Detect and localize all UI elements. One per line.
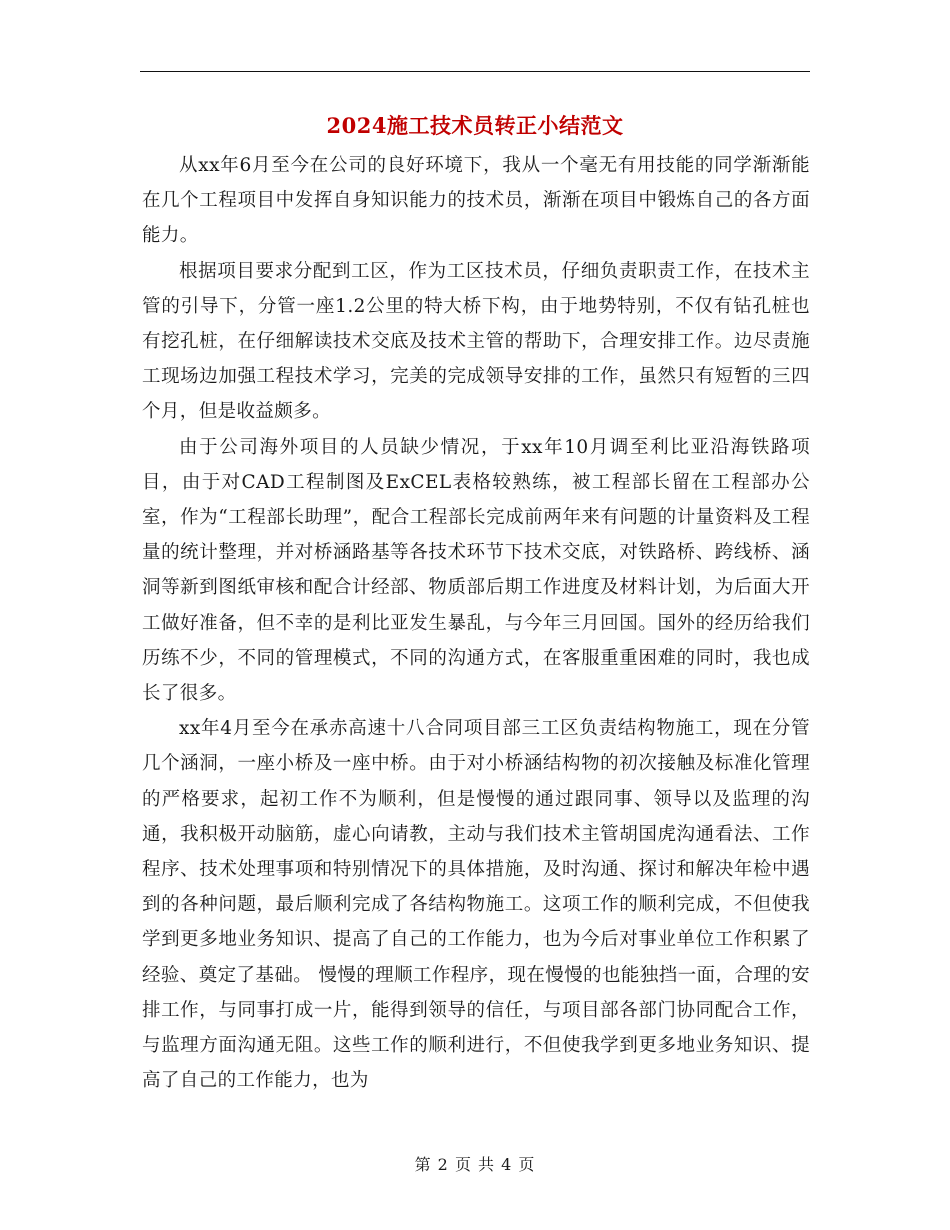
document-title: 2024施工技术员转正小结范文: [326, 113, 624, 138]
header-rule: [140, 71, 810, 72]
body-paragraph: xx年4月至今在承赤高速十八合同项目部三工区负责结构物施工，现在分管几个涵洞，一座小桥及一座中桥。由于对小桥涵结构物的初次接触及标准化管理的严格要求，起初工作不为顺利，但是慢慢的通过跟同事、领导以及监理的沟通，我积极开动脑筋，虚心向请教，主动与我们技术主管胡国虎沟通看法、工作程序、技术处理事项和特别情况下的具体措施，及时沟通、探讨和解决年检中遇到的各种问题，最后顺利完成了各结构物施工。这项工作的顺利完成，不但使我学到更多地业务知识、提高了自己的工作能力，也为今后对事业单位工作积累了经验、奠定了基础。 慢慢的理顺工作程序，现在慢慢的也能独挡一面，合理的安排工作，与同事打成一片，能得到领导的信任，与项目部各部门协同配合工作，与监理方面沟通无阻。这些工作的顺利进行，不但使我学到更多地业务知识、提高了自己的工作能力，也为: [142, 718, 810, 1092]
body-paragraph: 根据项目要求分配到工区，作为工区技术员，仔细负责职责工作，在技术主管的引导下，分管一座1.2公里的特大桥下构，由于地势特别，不仅有钻孔桩也有挖孔桩，在仔细解读技术交底及技术主管的帮助下，合理安排工作。边尽责施工现场边加强工程技术学习，完美的完成领导安排的工作，虽然只有短暂的三四个月，但是收益颇多。: [142, 260, 810, 423]
page-number-footer: 第 2 页 共 4 页: [414, 1155, 536, 1174]
body-paragraph: 由于公司海外项目的人员缺少情况，于xx年10月调至利比亚沿海铁路项目，由于对CAD工程制图及ExCEL表格较熟练，被工程部长留在工程部办公室，作为“工程部长助理”，配合工程部长完成前两年来有问题的计量资料及工程量的统计整理，并对桥涵路基等各技术环节下技术交底，对铁路桥、跨线桥、涵洞等新到图纸审核和配合计经部、物质部后期工作进度及材料计划，为后面大开工做好准备，但不幸的是利比亚发生暴乱，与今年三月回国。国外的经历给我们历练不少，不同的管理模式，不同的沟通方式，在客服重重困难的同时，我也成长了很多。: [142, 436, 810, 705]
body-paragraph: 从xx年6月至今在公司的良好环境下，我从一个毫无有用技能的同学渐渐能在几个工程项目中发挥自身知识能力的技术员，渐渐在项目中锻炼自己的各方面能力。: [142, 155, 810, 247]
document-body: [142, 148, 810, 1098]
